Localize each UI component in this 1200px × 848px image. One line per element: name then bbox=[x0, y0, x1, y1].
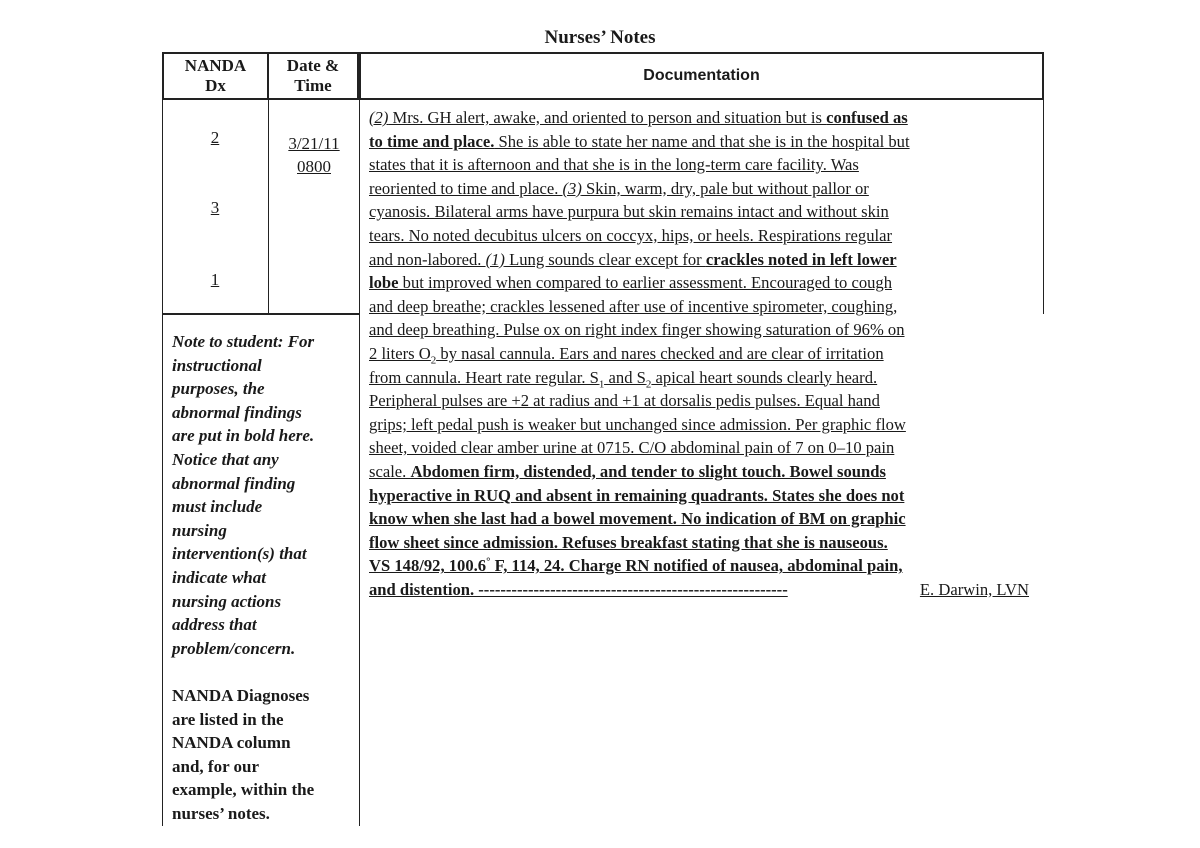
entry-time: 0800 bbox=[297, 157, 331, 176]
note-divider bbox=[162, 313, 360, 315]
nanda-dx-3: 3 bbox=[210, 198, 220, 217]
note-italic-line: are put in bold here. bbox=[172, 426, 315, 446]
doc-line: tears. No noted decubitus ulcers on coccyx, hips, or heels. Respirations regular bbox=[369, 225, 893, 245]
page-title: Nurses’ Notes bbox=[544, 27, 656, 48]
right-border bbox=[1043, 100, 1044, 314]
doc-line: sheet, voided clear amber urine at 0715. C/O abdominal pain of 7 on 0–10 pain bbox=[369, 438, 895, 458]
note-italic-line: nursing actions bbox=[172, 591, 282, 611]
nanda-dx-1: 1 bbox=[210, 270, 220, 289]
note-italic-line: must include bbox=[172, 497, 263, 517]
doc-line: and non-labored. (1) Lung sounds clear except for crackles noted in left lower bbox=[369, 249, 897, 269]
note-bold-line: nurses’ notes. bbox=[172, 803, 270, 823]
note-italic-line: purposes, the bbox=[172, 379, 265, 399]
note-italic-line: instructional bbox=[172, 355, 262, 375]
note-bold-line: are listed in the bbox=[172, 709, 284, 729]
note-to-student bbox=[172, 330, 352, 825]
doc-line: to time and place. She is able to state her name and that she is in the hospital but bbox=[369, 131, 910, 151]
doc-line: grips; left pedal push is weaker but unchanged since admission. Per graphic flow bbox=[369, 414, 906, 434]
doc-left-border bbox=[359, 100, 360, 826]
documentation-text bbox=[369, 106, 1029, 601]
header-documentation bbox=[359, 52, 1044, 100]
note-italic-line: intervention(s) that bbox=[172, 544, 307, 564]
doc-line: states that it is afternoon and that she is in the long-term care facility. Was bbox=[369, 155, 859, 175]
doc-line: 2 liters $O_2$ by nasal cannula. Ears and nares checked and are clear of irritation bbox=[369, 343, 884, 367]
doc-line: VS 148/92, 100.6° F, 114, 24. Charge RN notified of nausea, abdominal pain, bbox=[369, 555, 903, 576]
doc-line: and deep breathing. Pulse ox on right index finger showing saturation of 96% on bbox=[369, 320, 905, 340]
note-italic-line: abnormal findings bbox=[172, 402, 302, 422]
doc-line: hyperactive in RUQ and absent in remaining quadrants. States she does not bbox=[369, 485, 905, 505]
header-documentation-label: Documentation bbox=[643, 67, 760, 84]
doc-line: scale. Abdomen firm, distended, and tender to slight touch. Bowel sounds bbox=[369, 461, 886, 481]
doc-line: lobe but improved when compared to earlier assessment. Encouraged to cough bbox=[369, 273, 893, 293]
entry-date-time bbox=[269, 132, 359, 178]
doc-line: reoriented to time and place. (3) Skin, warm, dry, pale but without pallor or bbox=[369, 178, 869, 198]
note-italic-line: address that bbox=[172, 615, 257, 635]
doc-line: cyanosis. Bilateral arms have purpura but skin remains intact and without skin bbox=[369, 202, 889, 222]
note-italic-line: abnormal finding bbox=[172, 473, 296, 493]
entry-date: 3/21/11 bbox=[288, 134, 340, 153]
note-italic-line: nursing bbox=[172, 520, 227, 540]
header-date-time bbox=[267, 52, 359, 100]
doc-line-signature: and distention. -------------------------------------------------------- E. Darwin, LVN bbox=[369, 578, 1029, 602]
note-italic-line: Notice that any bbox=[172, 449, 279, 469]
note-bold-line: example, within the bbox=[172, 780, 315, 800]
note-bold-line: NANDA Diagnoses bbox=[172, 685, 310, 705]
header-date-line1: Date & bbox=[286, 56, 340, 75]
note-italic-line: Note to student: For bbox=[172, 332, 315, 351]
signature: E. Darwin, LVN bbox=[919, 579, 1029, 599]
note-italic-line: indicate what bbox=[172, 567, 266, 587]
header-nanda-line2: Dx bbox=[205, 76, 226, 95]
nanda-dx-2: 2 bbox=[210, 128, 220, 147]
doc-line: flow sheet since admission. Refuses breakfast stating that she is nauseous. bbox=[369, 532, 888, 552]
header-date-line2: Time bbox=[294, 76, 332, 95]
note-bold-line: NANDA column bbox=[172, 733, 291, 753]
doc-line: know when she last had a bowel movement. No indication of BM on graphic bbox=[369, 509, 906, 529]
doc-line: Peripheral pulses are +2 at radius and +1 at dorsalis pedis pulses. Equal hand bbox=[369, 391, 880, 411]
note-bold-line: and, for our bbox=[172, 756, 260, 776]
header-nanda-line1: NANDA bbox=[184, 56, 247, 75]
header-nanda-dx bbox=[162, 52, 269, 100]
doc-line: (2) Mrs. GH alert, awake, and oriented to person and situation but is confused as bbox=[369, 108, 908, 127]
note-italic-line: problem/concern. bbox=[172, 638, 296, 658]
doc-line: and deep breathe; crackles lessened after use of incentive spirometer, coughing, bbox=[369, 296, 898, 316]
doc-line: from cannula. Heart rate regular. $S_1$ and $S_2$ apical heart sounds clearly heard. bbox=[369, 367, 878, 390]
